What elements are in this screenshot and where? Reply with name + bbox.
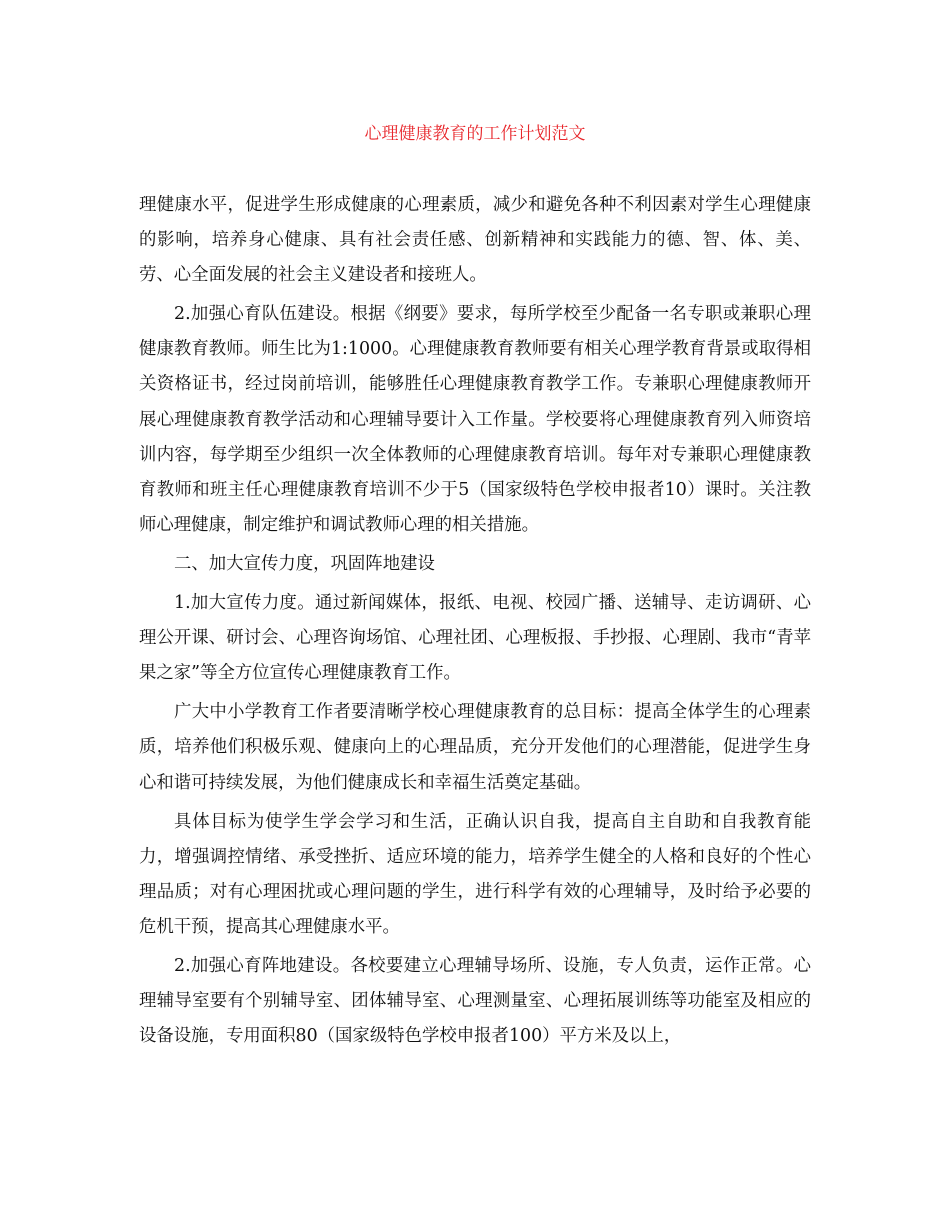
paragraph-facilities: 2.加强心育阵地建设。各校要建立心理辅导场所、设施，专人负责，运作正常。心理辅导室要有个别辅导室、团体辅导室、心理测量室、心理拓展训练等功能室及相应的设备设施，专用面积80（国家级特色学校申报者100）平方米及以上， — [139, 955, 811, 1047]
paragraph-teacher-team: 2.加强心育队伍建设。根据《纲要》要求，每所学校至少配备一名专职或兼职心理健康教育教师。师生比为1:1000。心理健康教育教师要有相关心理学教育背景或取得相关资格证书，经过岗前培训，能够胜任心理健康教育教学工作。专兼职心理健康教师开展心理健康教育教学活动和心理辅导要计入工作量。学校要将心理健康教育列入师资培训内容，每学期至少组织一次全体教师的心理健康教育培训。每年对专兼职心理健康教育教师和班主任心理健康教育培训不少于5（国家级特色学校申报者10）课时。关注教师心理健康，制定维护和调试教师心理的相关措施。 — [139, 304, 811, 535]
document-title: 心理健康教育的工作计划范文 — [364, 124, 586, 144]
document-body — [139, 188, 811, 1054]
paragraph-specific-goal: 具体目标为使学生学会学习和生活，正确认识自我，提高自主自助和自我教育能力，增强调控情绪、承受挫折、适应环境的能力，培养学生健全的人格和良好的个性心理品质；对有心理困扰或心理问题的学生，进行科学有效的心理辅导，及时给予必要的危机干预，提高其心理健康水平。 — [139, 811, 811, 937]
paragraph-publicity: 1.加大宣传力度。通过新闻媒体，报纸、电视、校园广播、送辅导、走访调研、心理公开课、研讨会、心理咨询场馆、心理社团、心理板报、手抄报、心理剧、我市“青苹果之家”等全方位宣传心理健康教育工作。 — [139, 593, 811, 684]
paragraph-overall-goal: 广大中小学教育工作者要清晰学校心理健康教育的总目标：提高全体学生的心理素质，培养他们积极乐观、健康向上的心理品质，充分开发他们的心理潜能，促进学生身心和谐可持续发展，为他们健康成长和幸福生活奠定基础。 — [139, 702, 811, 793]
paragraph-continued: 理健康水平，促进学生形成健康的心理素质，减少和避免各种不利因素对学生心理健康的影响，培养身心健康、具有社会责任感、创新精神和实践能力的德、智、体、美、劳、心全面发展的社会主义建设者和接班人。 — [139, 195, 811, 286]
section-heading-publicity: 二、加大宣传力度，巩固阵地建设 — [174, 553, 435, 574]
